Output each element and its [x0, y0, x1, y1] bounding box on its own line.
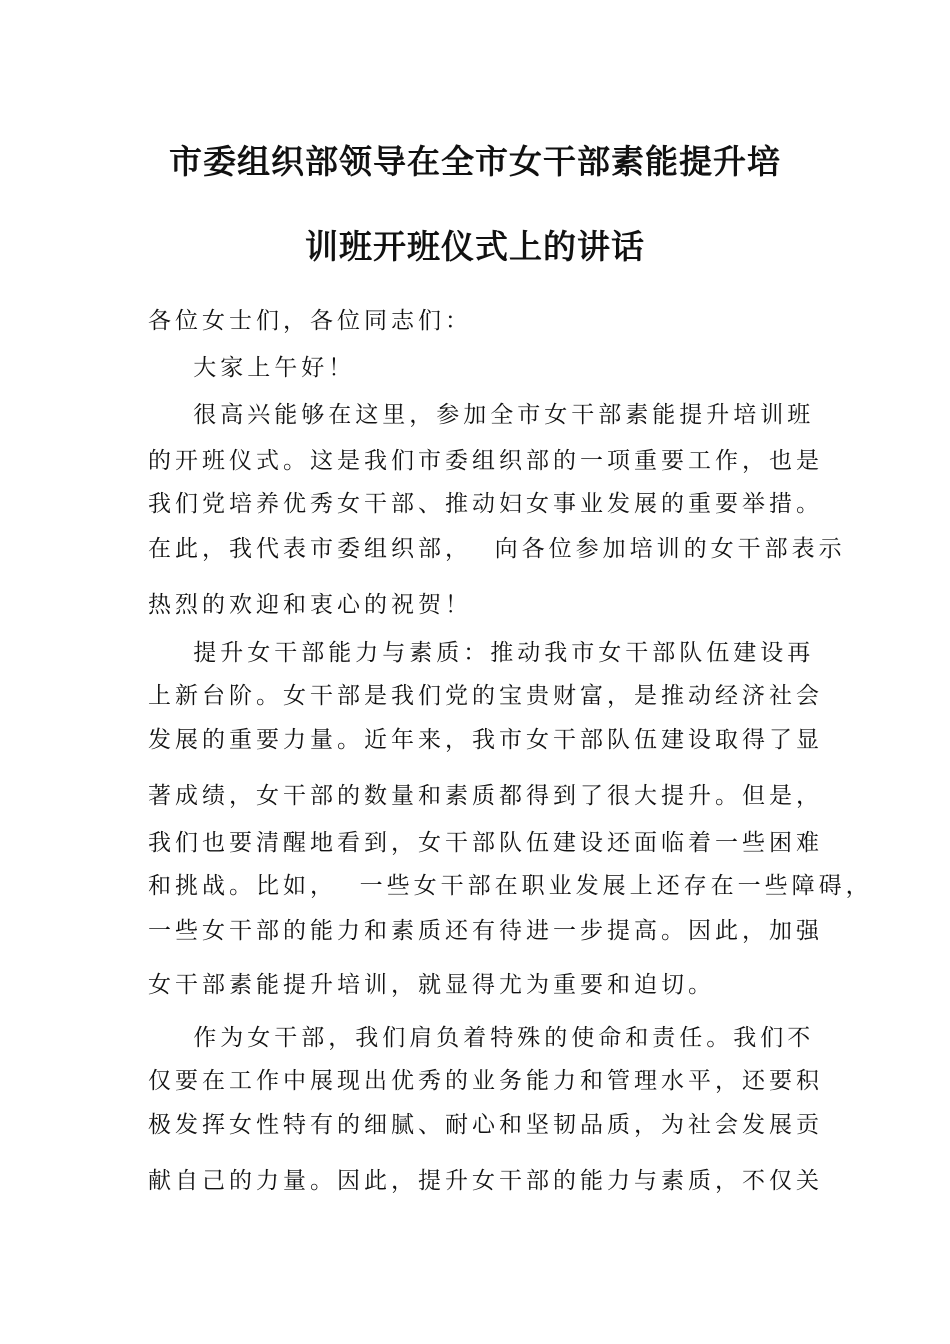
body-text-line: 和挑战。比如， 一些女干部在职业发展上还存在一些障碍， [148, 873, 873, 899]
body-text-line: 极发挥女性特有的细腻、耐心和坚韧品质，为社会发展贡 [148, 1112, 823, 1138]
body-text-line: 我们也要清醒地看到，女干部队伍建设还面临着一些困难 [148, 830, 823, 856]
greeting-line: 大家上午好！ [148, 355, 356, 381]
body-text-line: 发展的重要力量。近年来，我市女干部队伍建设取得了显 [148, 727, 823, 753]
body-text-line: 仅要在工作中展现出优秀的业务能力和管理水平，还要积 [148, 1068, 823, 1094]
body-text-line: 献自己的力量。因此，提升女干部的能力与素质，不仅关 [148, 1168, 823, 1194]
body-text-line: 上新台阶。女干部是我们党的宝贵财富，是推动经济社会 [148, 683, 823, 709]
body-text-line: 著成绩，女干部的数量和素质都得到了很大提升。但是， [148, 783, 823, 809]
document-title-line-2: 训班开班仪式上的讲话 [305, 227, 645, 266]
body-text-line: 很高兴能够在这里，参加全市女干部素能提升培训班 [148, 402, 815, 428]
body-text-line: 我们党培养优秀女干部、推动妇女事业发展的重要举措。 [148, 491, 823, 517]
body-text-line: 一些女干部的能力和素质还有待进一步提高。因此，加强 [148, 918, 823, 944]
body-text-line: 的开班仪式。这是我们市委组织部的一项重要工作，也是 [148, 448, 823, 474]
body-text-line: 热烈的欢迎和衷心的祝贺！ [148, 592, 472, 618]
body-text-line: 在此，我代表市委组织部， 向各位参加培训的女干部表示 [148, 536, 846, 562]
body-text-line: 作为女干部，我们肩负着特殊的使命和责任。我们不 [148, 1025, 815, 1051]
salutation-line: 各位女士们，各位同志们： [148, 308, 472, 334]
document-title-line-1: 市委组织部领导在全市女干部素能提升培 [169, 142, 781, 181]
body-text-line: 女干部素能提升培训，就显得尤为重要和迫切。 [148, 972, 715, 998]
body-text-line: 提升女干部能力与素质：推动我市女干部队伍建设再 [148, 640, 815, 666]
